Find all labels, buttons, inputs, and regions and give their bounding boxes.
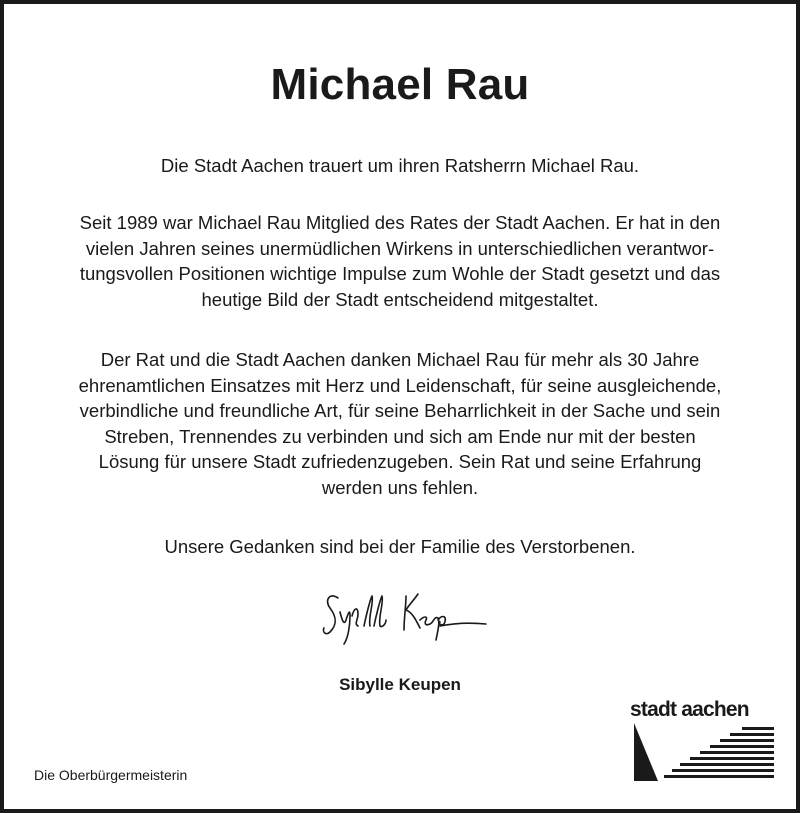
paragraph-membership (34, 210, 766, 312)
signer-name: Sibylle Keupen (339, 675, 461, 694)
stadt-aachen-logo (630, 699, 774, 783)
logo-stripes-icon (634, 723, 774, 781)
paragraph-condolence: Unsere Gedanken sind bei der Familie des Verstorbenen. (164, 536, 636, 557)
notice-title: Michael Rau (270, 60, 530, 109)
paragraph-gratitude-text: Der Rat und die Stadt Aachen danken Michael Rau für mehr als 30 Jahre ehrenamtlichen Einsatzes mit Herz und Leidenschaft, für seine ausgleichende, verbindliche und freundliche Art, für seine Beharrlichkeit in der Sache und sein Streben, Trennendes zu verbinden und sich am Ende nur mit der besten Lösung für unsere Stadt zufriedenzugeben. Sein Rat und seine Erfahrung werden uns fehlen. (78, 349, 722, 498)
handwritten-signature (320, 586, 490, 646)
paragraph-membership-text: Seit 1989 war Michael Rau Mitglied des Rates der Stadt Aachen. Er hat in den vielen Jahren seines unermüdlichen Wirkens in unterschiedlichen verantwor- tungsvollen Positionen wichtige Impulse zum Wohle der Stadt gesetzt und das heutige Bild der Stadt entscheidend mitgestaltet. (79, 212, 721, 310)
paragraph-gratitude (34, 347, 766, 500)
paragraph-mourning: Die Stadt Aachen trauert um ihren Ratsherrn Michael Rau. (160, 155, 640, 176)
logo-wordmark: stadt aachen (630, 698, 749, 721)
signer-role: Die Oberbürgermeisterin (34, 767, 188, 783)
